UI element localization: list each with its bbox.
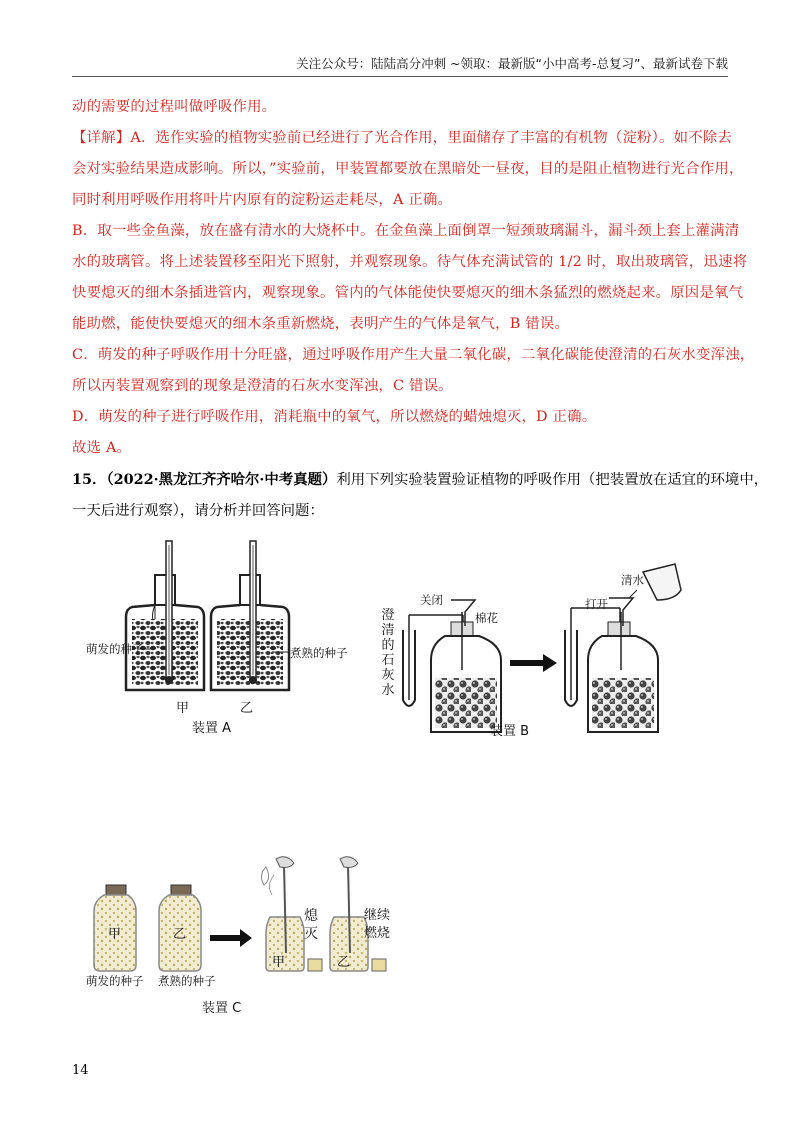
label-c-boiled: 煮熟的种子	[158, 974, 216, 988]
label-open-valve: 打开	[585, 597, 608, 611]
figure-b-caption: 装置 B	[490, 724, 530, 739]
detail-line: C．萌发的种子呼吸作用十分旺盛，通过呼吸作用产生大量二氧化碳，二氧化碳能使澄清的石灰水变浑浊，	[72, 347, 755, 363]
label-germinating-seeds: 萌发的种子	[86, 642, 144, 656]
jar-c-after-yi: 乙	[337, 955, 351, 970]
page-number: 14	[72, 1063, 89, 1078]
arrow-icon	[210, 929, 252, 947]
analysis-intro: 动的需要的过程叫做呼吸作用。	[72, 99, 277, 115]
detail-line: 会对实验结果造成影响。所以，”实验前，甲装置都要放在黑暗处一昼夜，目的是阻止植物进行光合作用，	[72, 161, 744, 177]
jar-c-after-jia: 甲	[272, 955, 286, 970]
bottle-yi	[211, 541, 289, 690]
figure-a-caption: 装置 A	[192, 721, 232, 736]
analysis-block	[72, 92, 755, 464]
label-c-germinating: 萌发的种子	[86, 974, 144, 988]
jar-right	[588, 564, 681, 732]
analysis-answer: 故选 A。	[72, 440, 132, 456]
candle-cup-2	[372, 959, 386, 971]
jar-label-jia: 甲	[176, 701, 190, 716]
arrow-icon	[510, 654, 557, 672]
question-15	[72, 464, 769, 527]
figure-c	[80, 855, 420, 1025]
detail-line: 水的玻璃管。将上述装置移至阳光下照射，并观察现象。待气体充满试管的 1/2 时，取出玻璃管，迅速将	[72, 254, 748, 270]
page-header: 关注公众号：陆陆高分冲刺 ~领取：最新版“小中高考-总复习”、最新试卷下载	[296, 56, 728, 71]
question-text-2: 一天后进行观察），请分析并回答问题：	[72, 503, 324, 519]
figure-c-caption: 装置 C	[202, 1001, 242, 1016]
question-source: （2022·黑龙江齐齐哈尔·中考真题）	[106, 471, 337, 488]
label-clear-limewater: 澄清的石灰水	[381, 608, 395, 698]
detail-line: 快要熄灭的细木条插进管内，观察现象。管内的气体能使快要熄灭的细木条猛烈的燃烧起来。原因是氧气	[72, 285, 744, 301]
question-text-1: 利用下列实验装置验证植物的呼吸作用（把装置放在适宜的环境中，	[336, 472, 769, 488]
label-cotton: 棉花	[475, 611, 498, 625]
bottle-jia	[126, 541, 204, 690]
jar-label-yi: 乙	[240, 701, 254, 716]
detail-line: B．取一些金鱼藻，放在盛有清水的大烧杯中。在金鱼藻上面倒罩一短颈玻璃漏斗，漏斗颈上套上灌满清	[72, 223, 740, 239]
jar-c-label-jia: 甲	[108, 927, 122, 942]
figure-b-drawing	[375, 560, 715, 750]
detail-line: D．萌发的种子进行呼吸作用，消耗瓶中的氧气，所以燃烧的蜡烛熄灭，D 正确。	[72, 409, 597, 425]
figure-a	[80, 535, 360, 750]
label-clear-water: 清水	[621, 573, 644, 587]
header-rule	[72, 76, 728, 77]
figure-b	[375, 560, 715, 750]
label-close-valve: 关闭	[420, 593, 443, 607]
question-number: 15．	[72, 471, 107, 488]
candle-cup-1	[308, 959, 322, 971]
detail-line: 【详解】A．选作实验的植物实验前已经进行了光合作用，里面储存了丰富的有机物（淀粉）。如不除去	[72, 130, 732, 146]
detail-line: 能助燃，能使快要熄灭的细木条重新燃烧，表明产生的气体是氧气，B 错误。	[72, 316, 570, 332]
label-extinguished: 熄灭	[304, 908, 318, 942]
detail-line: 所以丙装置观察到的现象是澄清的石灰水变浑浊，C 错误。	[72, 378, 453, 394]
label-boiled-seeds: 煮熟的种子	[290, 646, 348, 660]
jar-c-label-yi: 乙	[173, 927, 187, 942]
label-keep-burning: 继续燃烧	[363, 908, 390, 941]
detail-line: 同时利用呼吸作用将叶片内原有的淀粉运走耗尽，A 正确。	[72, 192, 453, 208]
